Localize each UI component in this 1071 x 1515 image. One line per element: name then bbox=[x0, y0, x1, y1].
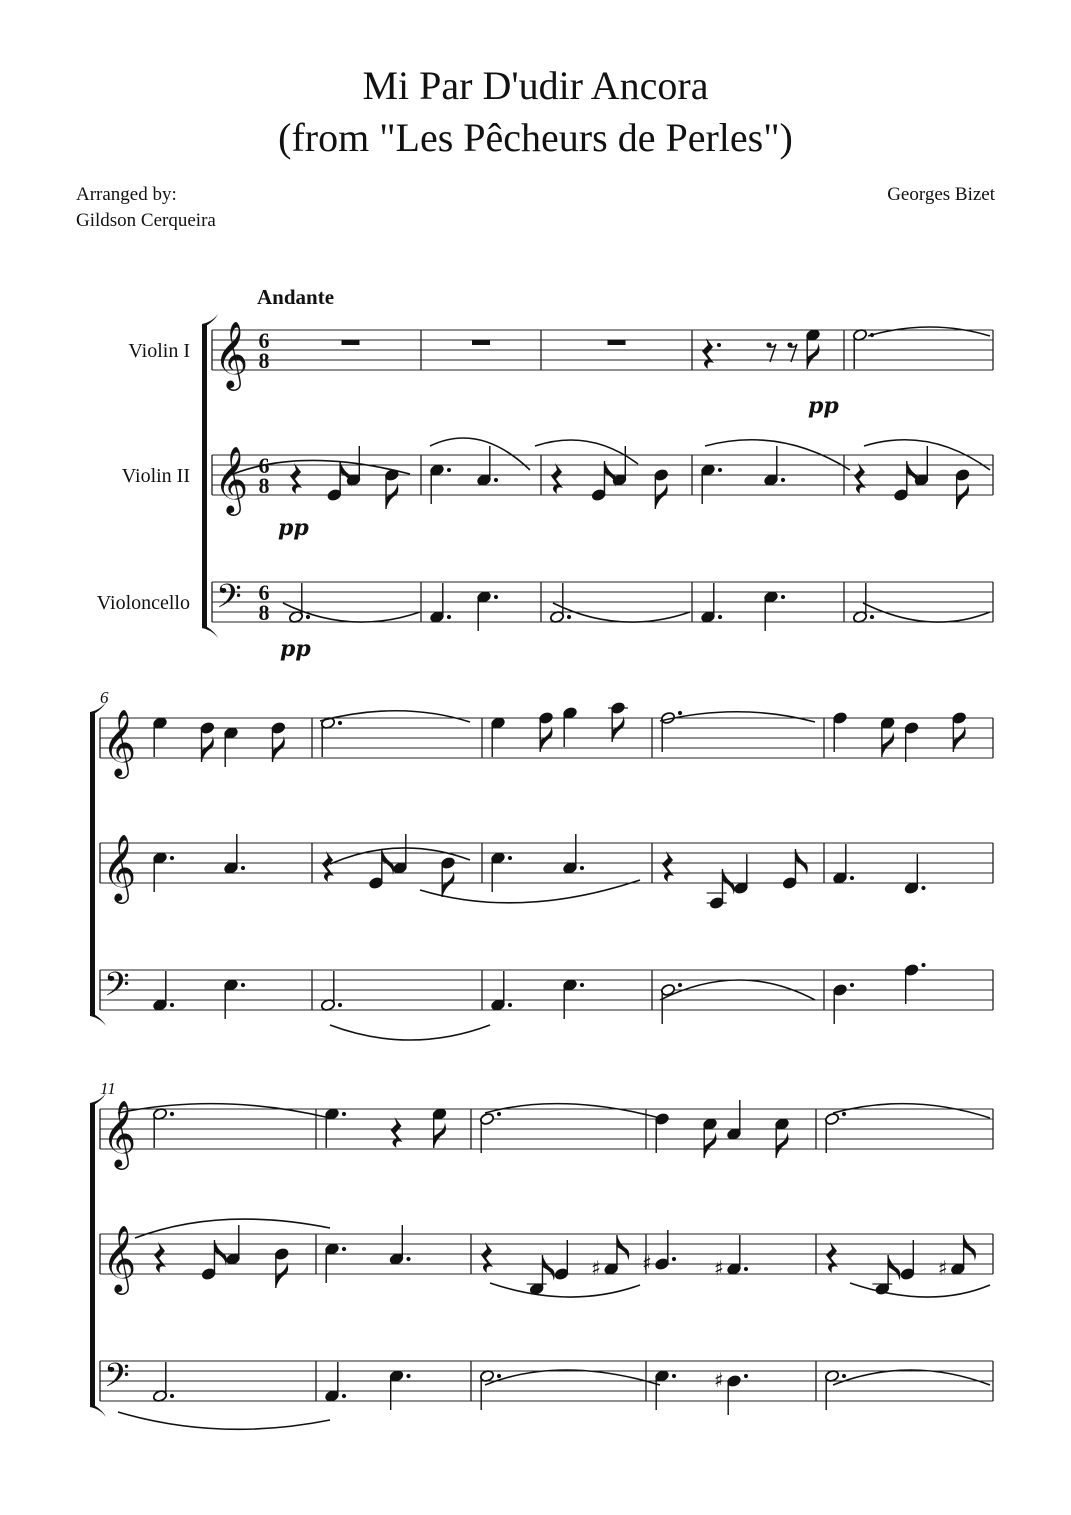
whole-rest bbox=[342, 340, 360, 345]
note-flag bbox=[882, 731, 894, 757]
augmentation-dot bbox=[870, 615, 874, 619]
augmentation-dot bbox=[342, 1394, 346, 1398]
arranger-name: Gildson Cerqueira bbox=[76, 210, 216, 231]
augmentation-dot bbox=[718, 615, 722, 619]
augmentation-dot bbox=[842, 1374, 846, 1378]
quarter-rest bbox=[322, 851, 334, 882]
treble-clef-icon: 𝄞 bbox=[102, 1224, 137, 1292]
augmentation-dot bbox=[170, 1112, 174, 1116]
augmentation-dot bbox=[508, 856, 512, 860]
note-flag bbox=[957, 483, 969, 509]
slur bbox=[320, 711, 470, 722]
slur bbox=[135, 1219, 330, 1238]
slur bbox=[118, 1104, 330, 1118]
augmentation-dot bbox=[850, 876, 854, 880]
augmentation-dot bbox=[494, 595, 498, 599]
sharp-sign: ♯ bbox=[591, 1256, 601, 1280]
measure-number: 6 bbox=[100, 688, 109, 707]
augmentation-dot bbox=[744, 1374, 748, 1378]
note-flag bbox=[386, 483, 398, 509]
treble-clef-icon: 𝄞 bbox=[214, 320, 249, 388]
augmentation-dot bbox=[406, 1257, 410, 1261]
quarter-rest bbox=[826, 1242, 838, 1273]
slur bbox=[833, 1104, 990, 1118]
bass-clef-icon: 𝄢 bbox=[216, 578, 242, 624]
augmentation-dot bbox=[241, 866, 245, 870]
augmentation-dot bbox=[744, 1267, 748, 1271]
eighth-rest-stem bbox=[790, 344, 797, 362]
augmentation-dot bbox=[342, 1247, 346, 1251]
time-signature-numerator: 6 bbox=[258, 453, 270, 478]
time-signature-denominator: 8 bbox=[258, 348, 270, 373]
note-flag bbox=[776, 1132, 788, 1158]
instrument-name: Violoncello bbox=[96, 592, 190, 614]
bracket-bottom-curl bbox=[202, 624, 218, 638]
slur bbox=[833, 1370, 990, 1385]
augmentation-dot bbox=[717, 343, 721, 347]
augmentation-dot bbox=[342, 1112, 346, 1116]
quarter-rest bbox=[481, 1242, 493, 1273]
augmentation-dot bbox=[781, 478, 785, 482]
augmentation-dot bbox=[447, 615, 451, 619]
augmentation-dot bbox=[580, 983, 584, 987]
arranger-label: Arranged by: bbox=[76, 184, 177, 205]
slur bbox=[228, 460, 410, 476]
measure-number: 11 bbox=[100, 1079, 116, 1098]
augmentation-dot bbox=[241, 983, 245, 987]
note-flag bbox=[964, 1235, 976, 1261]
augmentation-dot bbox=[170, 1003, 174, 1007]
augmentation-dot bbox=[497, 1112, 501, 1116]
quarter-rest bbox=[290, 463, 302, 494]
note-flag bbox=[617, 1235, 629, 1261]
dynamic-marking: pp bbox=[808, 393, 839, 419]
quarter-rest bbox=[551, 463, 563, 494]
bracket-bottom-curl bbox=[90, 1012, 106, 1026]
treble-clef-icon: 𝄞 bbox=[102, 708, 137, 776]
sharp-sign: ♯ bbox=[642, 1251, 652, 1275]
augmentation-dot bbox=[406, 1374, 410, 1378]
treble-clef-icon: 𝄞 bbox=[102, 1099, 137, 1167]
instrument-name: Violin I bbox=[128, 340, 190, 362]
slur bbox=[850, 1283, 990, 1297]
augmentation-dot bbox=[447, 468, 451, 472]
instrument-name: Violin II bbox=[121, 465, 190, 487]
slur bbox=[535, 440, 638, 464]
augmentation-dot bbox=[781, 595, 785, 599]
whole-rest bbox=[608, 340, 626, 345]
augmentation-dot bbox=[921, 963, 925, 967]
treble-clef-icon: 𝄞 bbox=[214, 445, 249, 513]
augmentation-dot bbox=[580, 866, 584, 870]
composer: Georges Bizet bbox=[887, 184, 995, 205]
augmentation-dot bbox=[678, 983, 682, 987]
title-line-2: (from "Les Pêcheurs de Perles") bbox=[278, 115, 793, 160]
augmentation-dot bbox=[338, 1003, 342, 1007]
eighth-rest-stem bbox=[769, 344, 776, 362]
augmentation-dot bbox=[338, 721, 342, 725]
slur bbox=[485, 1104, 660, 1118]
note-flag bbox=[434, 1122, 446, 1148]
slur bbox=[118, 1412, 330, 1429]
augmentation-dot bbox=[306, 615, 310, 619]
slur bbox=[863, 603, 990, 622]
note-flag bbox=[807, 343, 819, 369]
time-signature-numerator: 6 bbox=[258, 328, 270, 353]
note-flag bbox=[542, 1255, 554, 1281]
slur bbox=[660, 712, 815, 722]
treble-clef-icon: 𝄞 bbox=[102, 833, 137, 901]
slur bbox=[490, 1283, 640, 1297]
augmentation-dot bbox=[494, 478, 498, 482]
bracket-bottom-curl bbox=[90, 1403, 106, 1417]
augmentation-dot bbox=[850, 983, 854, 987]
tempo-marking: Andante bbox=[257, 285, 335, 309]
slur bbox=[868, 327, 990, 336]
sharp-sign: ♯ bbox=[714, 1256, 724, 1280]
quarter-rest bbox=[391, 1117, 403, 1148]
slur bbox=[485, 1370, 660, 1385]
dynamic-marking: pp bbox=[280, 636, 311, 662]
note-flag bbox=[655, 483, 667, 509]
augmentation-dot bbox=[672, 1257, 676, 1261]
slur bbox=[553, 603, 690, 622]
augmentation-dot bbox=[497, 1374, 501, 1378]
title-line-1: Mi Par D'udir Ancora bbox=[362, 63, 709, 108]
bass-clef-icon: 𝄢 bbox=[104, 1357, 130, 1403]
time-signature-denominator: 8 bbox=[258, 600, 270, 625]
augmentation-dot bbox=[170, 856, 174, 860]
bass-clef-icon: 𝄢 bbox=[104, 966, 130, 1012]
quarter-rest bbox=[662, 851, 674, 882]
whole-rest bbox=[472, 340, 490, 345]
slur bbox=[330, 1025, 490, 1040]
sharp-sign: ♯ bbox=[937, 1256, 948, 1280]
quarter-rest bbox=[854, 463, 866, 494]
augmentation-dot bbox=[718, 468, 722, 472]
augmentation-dot bbox=[678, 711, 682, 715]
note-flag bbox=[276, 1262, 288, 1288]
note-flag bbox=[704, 1132, 716, 1158]
augmentation-dot bbox=[508, 1003, 512, 1007]
time-signature-numerator: 6 bbox=[258, 580, 270, 605]
slur bbox=[283, 603, 420, 622]
system-bracket bbox=[90, 1103, 95, 1407]
quarter-rest bbox=[154, 1242, 166, 1273]
system-bracket bbox=[202, 324, 207, 628]
augmentation-dot bbox=[170, 1394, 174, 1398]
note-flag bbox=[442, 871, 454, 897]
augmentation-dot bbox=[842, 1112, 846, 1116]
augmentation-dot bbox=[567, 615, 571, 619]
note-flag bbox=[888, 1255, 900, 1281]
quarter-rest bbox=[702, 338, 714, 369]
sharp-sign: ♯ bbox=[714, 1368, 724, 1392]
dynamic-marking: pp bbox=[278, 515, 309, 541]
time-signature-denominator: 8 bbox=[258, 473, 270, 498]
augmentation-dot bbox=[672, 1374, 676, 1378]
augmentation-dot bbox=[921, 886, 925, 890]
system-bracket bbox=[90, 712, 95, 1016]
